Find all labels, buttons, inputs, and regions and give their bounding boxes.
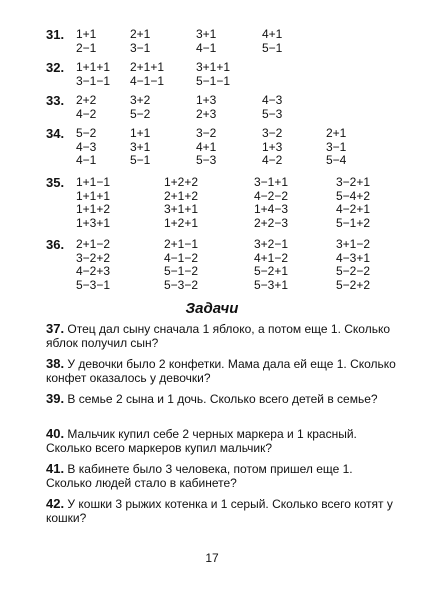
exercise-number: 34. [46, 126, 65, 141]
expression: 3−1 [130, 40, 151, 55]
expression: 2+1 [326, 126, 347, 140]
expression: 5−3 [196, 153, 217, 167]
expression-column [130, 28, 150, 55]
expression: 2+1−1 [164, 237, 199, 251]
expression: 1+3 [262, 139, 283, 154]
expression: 5−2+1 [254, 264, 289, 278]
expression: 1+1−1 [76, 175, 111, 189]
expression: 5−2 [130, 106, 151, 121]
task-40 [46, 427, 396, 455]
exercise-number: 31. [46, 27, 65, 42]
expression: 1+1 [130, 126, 151, 140]
expression: 3+2−1 [254, 237, 289, 251]
expression: 3+1+1 [164, 202, 199, 216]
expression-column [254, 176, 288, 230]
page-number: 17 [205, 551, 219, 565]
expression-column [336, 238, 370, 292]
expression: 2+1−2 [76, 237, 111, 251]
expression: 4+1 [262, 27, 283, 41]
expression-column [76, 176, 110, 230]
task-number: 40. [46, 426, 65, 441]
expression: 5−1 [130, 153, 151, 167]
task-41 [46, 462, 396, 490]
expression: 4−3 [76, 139, 97, 154]
expression: 4−2 [262, 153, 283, 167]
expression: 3+1−2 [336, 237, 371, 251]
expression: 5−4 [326, 153, 347, 167]
expression: 3+1+1 [196, 60, 231, 74]
expression: 4−1 [196, 40, 217, 55]
task-text: У девочки было 2 конфетки. Мама дала ей еще 1. Сколько конфет оказалось у девочки? [46, 357, 396, 385]
expression-column [130, 127, 150, 168]
expression: 2+1+1 [130, 60, 165, 74]
expression: 3−1+1 [254, 175, 289, 189]
section-heading: Задачи [185, 300, 239, 317]
task-number: 42. [46, 496, 65, 511]
expression: 3+1 [196, 27, 217, 41]
expression: 5−3−1 [76, 277, 111, 292]
expression: 3+2 [130, 93, 151, 107]
task-42 [46, 497, 396, 525]
expression-column [164, 176, 198, 230]
exercise-number: 32. [46, 60, 65, 75]
task-text: Отец дал сыну сначала 1 яблоко, а потом еще 1. Сколько яблок получил сын? [46, 322, 391, 350]
expression: 5−1−2 [164, 264, 199, 278]
expression-column [76, 28, 96, 55]
expression: 5−4+2 [336, 188, 371, 203]
task-number: 37. [46, 321, 65, 336]
expression: 5−3+1 [254, 277, 289, 292]
expression-column [76, 127, 96, 168]
expression: 2+2−3 [254, 215, 289, 230]
expression: 3−2 [262, 126, 283, 140]
task-39 [46, 392, 396, 406]
expression: 3−2+2 [76, 250, 111, 265]
expression: 3−2 [196, 126, 217, 140]
expression: 3−1 [326, 139, 347, 154]
expression: 1+3 [196, 93, 217, 107]
task-text: В кабинете было 3 человека, потом пришел еще 1. Сколько людей стало в кабинете? [46, 462, 353, 490]
expression: 5−2−2 [336, 264, 371, 278]
expression: 1+3+1 [76, 215, 111, 230]
expression: 4−2 [76, 106, 97, 121]
task-number: 41. [46, 461, 65, 476]
expression: 5−1−1 [196, 73, 231, 88]
expression: 4−1 [76, 153, 97, 167]
expression: 4−3+1 [336, 250, 371, 265]
expression: 1+2+1 [164, 215, 199, 230]
expression: 5−1+2 [336, 215, 371, 230]
expression: 3−1−1 [76, 73, 111, 88]
expression-column [164, 238, 198, 292]
task-text: У кошки 3 рыжих котенка и 1 серый. Сколько всего котят у кошки? [46, 497, 393, 525]
expression-column [196, 61, 230, 88]
expression: 4−3 [262, 93, 283, 107]
expression: 4−2+3 [76, 264, 111, 278]
expression: 1+1+2 [76, 202, 111, 216]
expression: 1+2+2 [164, 175, 199, 189]
expression-column [196, 28, 216, 55]
expression: 1+1 [76, 27, 97, 41]
expression-column [262, 127, 282, 168]
expression-column [254, 238, 288, 292]
expression-column [76, 238, 110, 292]
expression: 1+1+1 [76, 188, 111, 203]
expression-column [196, 94, 216, 121]
expression-column [262, 94, 282, 121]
expression: 4−2+1 [336, 202, 371, 216]
expression: 3+1 [130, 139, 151, 154]
expression: 5−3 [262, 106, 283, 121]
expression: 1+4−3 [254, 202, 289, 216]
expression: 5−2+2 [336, 277, 371, 292]
exercise-number: 33. [46, 93, 65, 108]
expression: 2+1+2 [164, 188, 199, 203]
expression: 5−3−2 [164, 277, 199, 292]
expression: 3−2+1 [336, 175, 371, 189]
expression: 2+3 [196, 106, 217, 121]
expression: 1+1+1 [76, 60, 111, 74]
expression-column [336, 176, 370, 230]
task-38 [46, 357, 396, 385]
expression-column [76, 94, 96, 121]
expression-column [130, 94, 150, 121]
expression-column [326, 127, 346, 168]
task-number: 39. [46, 391, 65, 406]
expression-column [130, 61, 164, 88]
expression-column [76, 61, 110, 88]
task-text: Мальчик купил себе 2 черных маркера и 1 красный. Сколько всего маркеров купил мальчик? [46, 427, 357, 455]
task-text: В семье 2 сына и 1 дочь. Сколько всего детей в семье? [67, 392, 378, 406]
expression-column [262, 28, 282, 55]
expression: 4−1−1 [130, 73, 165, 88]
expression: 2+2 [76, 93, 97, 107]
exercise-number: 36. [46, 237, 65, 252]
task-number: 38. [46, 356, 65, 371]
expression: 5−1 [262, 40, 283, 55]
expression: 2−1 [76, 40, 97, 55]
exercise-number: 35. [46, 175, 65, 190]
expression: 4−1−2 [164, 250, 199, 265]
expression: 2+1 [130, 27, 151, 41]
expression: 4+1−2 [254, 250, 289, 265]
expression: 4+1 [196, 139, 217, 154]
expression: 4−2−2 [254, 188, 289, 203]
expression-column [196, 127, 216, 168]
expression: 5−2 [76, 126, 97, 140]
task-37 [46, 322, 396, 350]
